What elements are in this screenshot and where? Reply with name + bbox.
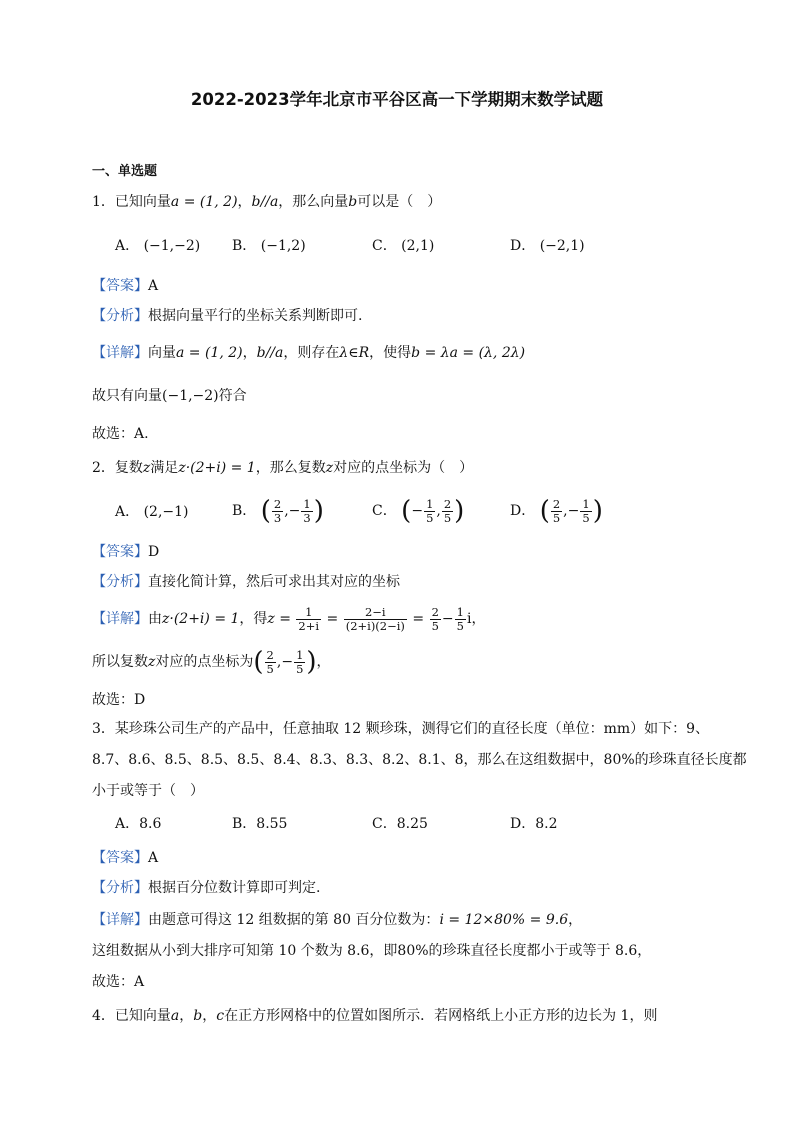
q1-choice: 故选：A. bbox=[92, 426, 149, 442]
q2-detail: 【详解】由z·(2+i) = 1，得z = $\frac{1}{2+i}$ = $\frac{2-i}{(2+i)(2-i)}$ = $\frac{2}{5}$ − $\frac{1}{5}$ i， bbox=[92, 604, 486, 633]
question-3-stem-line3: 小于或等于（ ） bbox=[92, 783, 204, 799]
q3-option-d: D．8.2 bbox=[510, 816, 558, 832]
q1-analysis: 【分析】根据向量平行的坐标关系判断即可. bbox=[92, 308, 363, 324]
q2-option-b: B． ( $\frac{2}{3}$ ,− $\frac{1}{3}$ ) bbox=[232, 496, 324, 526]
page-title: 2022-2023学年北京市平谷区高一下学期期末数学试题 bbox=[190, 90, 604, 109]
q2-conclusion: 所以复数z对应的点坐标为( $\frac{2}{5}$ ,− $\frac{1}{5}$ )， bbox=[92, 647, 331, 677]
q1-option-b: B． (−1,2) bbox=[232, 238, 306, 254]
q2-choice: 故选：D bbox=[92, 692, 146, 708]
q1-conclusion: 故只有向量(−1,−2)符合 bbox=[92, 388, 247, 404]
q3-answer: 【答案】A bbox=[92, 850, 159, 866]
q1-option-d: D． (−2,1) bbox=[510, 238, 585, 254]
q2-analysis: 【分析】直接化简计算，然后可求出其对应的坐标 bbox=[92, 574, 400, 590]
q3-analysis: 【分析】根据百分位数计算即可判定. bbox=[92, 880, 321, 896]
question-3-stem-line1: 3．某珍珠公司生产的产品中，任意抽取 12 颗珍珠，测得它们的直径长度（单位：mm）如下：9、 bbox=[92, 721, 710, 737]
q3-detail: 【详解】由题意可得这 12 组数据的第 80 百分位数为：i = 12×80% = 9.6， bbox=[92, 912, 583, 928]
section-heading: 一、单选题 bbox=[92, 164, 158, 179]
q1-option-a: A． (−1,−2) bbox=[115, 238, 201, 254]
q3-option-c: C．8.25 bbox=[372, 816, 428, 832]
question-4-stem: 4．已知向量a，b，c在正方形网格中的位置如图所示．若网格纸上小正方形的边长为 1，则 bbox=[92, 1008, 658, 1024]
q1-answer: 【答案】A bbox=[92, 278, 159, 294]
q3-conclusion: 这组数据从小到大排序可知第 10 个数为 8.6，即80%的珍珠直径长度都小于或等于 8.6， bbox=[92, 943, 652, 959]
q2-answer: 【答案】D bbox=[92, 544, 160, 560]
question-1-stem: 1．已知向量a = (1, 2)，b//a，那么向量b可以是（ ） bbox=[92, 194, 442, 210]
q2-option-a: A． (2,−1) bbox=[115, 504, 189, 520]
q1-option-c: C． (2,1) bbox=[372, 238, 435, 254]
q3-option-b: B．8.55 bbox=[232, 816, 288, 832]
question-3-stem-line2: 8.7、8.6、8.5、8.5、8.5、8.4、8.3、8.3、8.2、8.1、8，那么在这组数据中，80%的珍珠直径长度都 bbox=[92, 752, 747, 768]
q2-option-c: C． (− $\frac{1}{5}$ , $\frac{2}{5}$ ) bbox=[372, 496, 465, 526]
q3-choice: 故选：A bbox=[92, 974, 145, 990]
q3-option-a: A．8.6 bbox=[115, 816, 162, 832]
question-2-stem: 2．复数z满足z·(2+i) = 1，那么复数z对应的点坐标为（ ） bbox=[92, 460, 474, 476]
q2-option-d: D． ( $\frac{2}{5}$ ,− $\frac{1}{5}$ ) bbox=[510, 496, 603, 526]
q1-detail: 【详解】向量a = (1, 2)，b//a，则存在λ∈R，使得b = λa = (λ, 2λ) bbox=[92, 345, 526, 361]
